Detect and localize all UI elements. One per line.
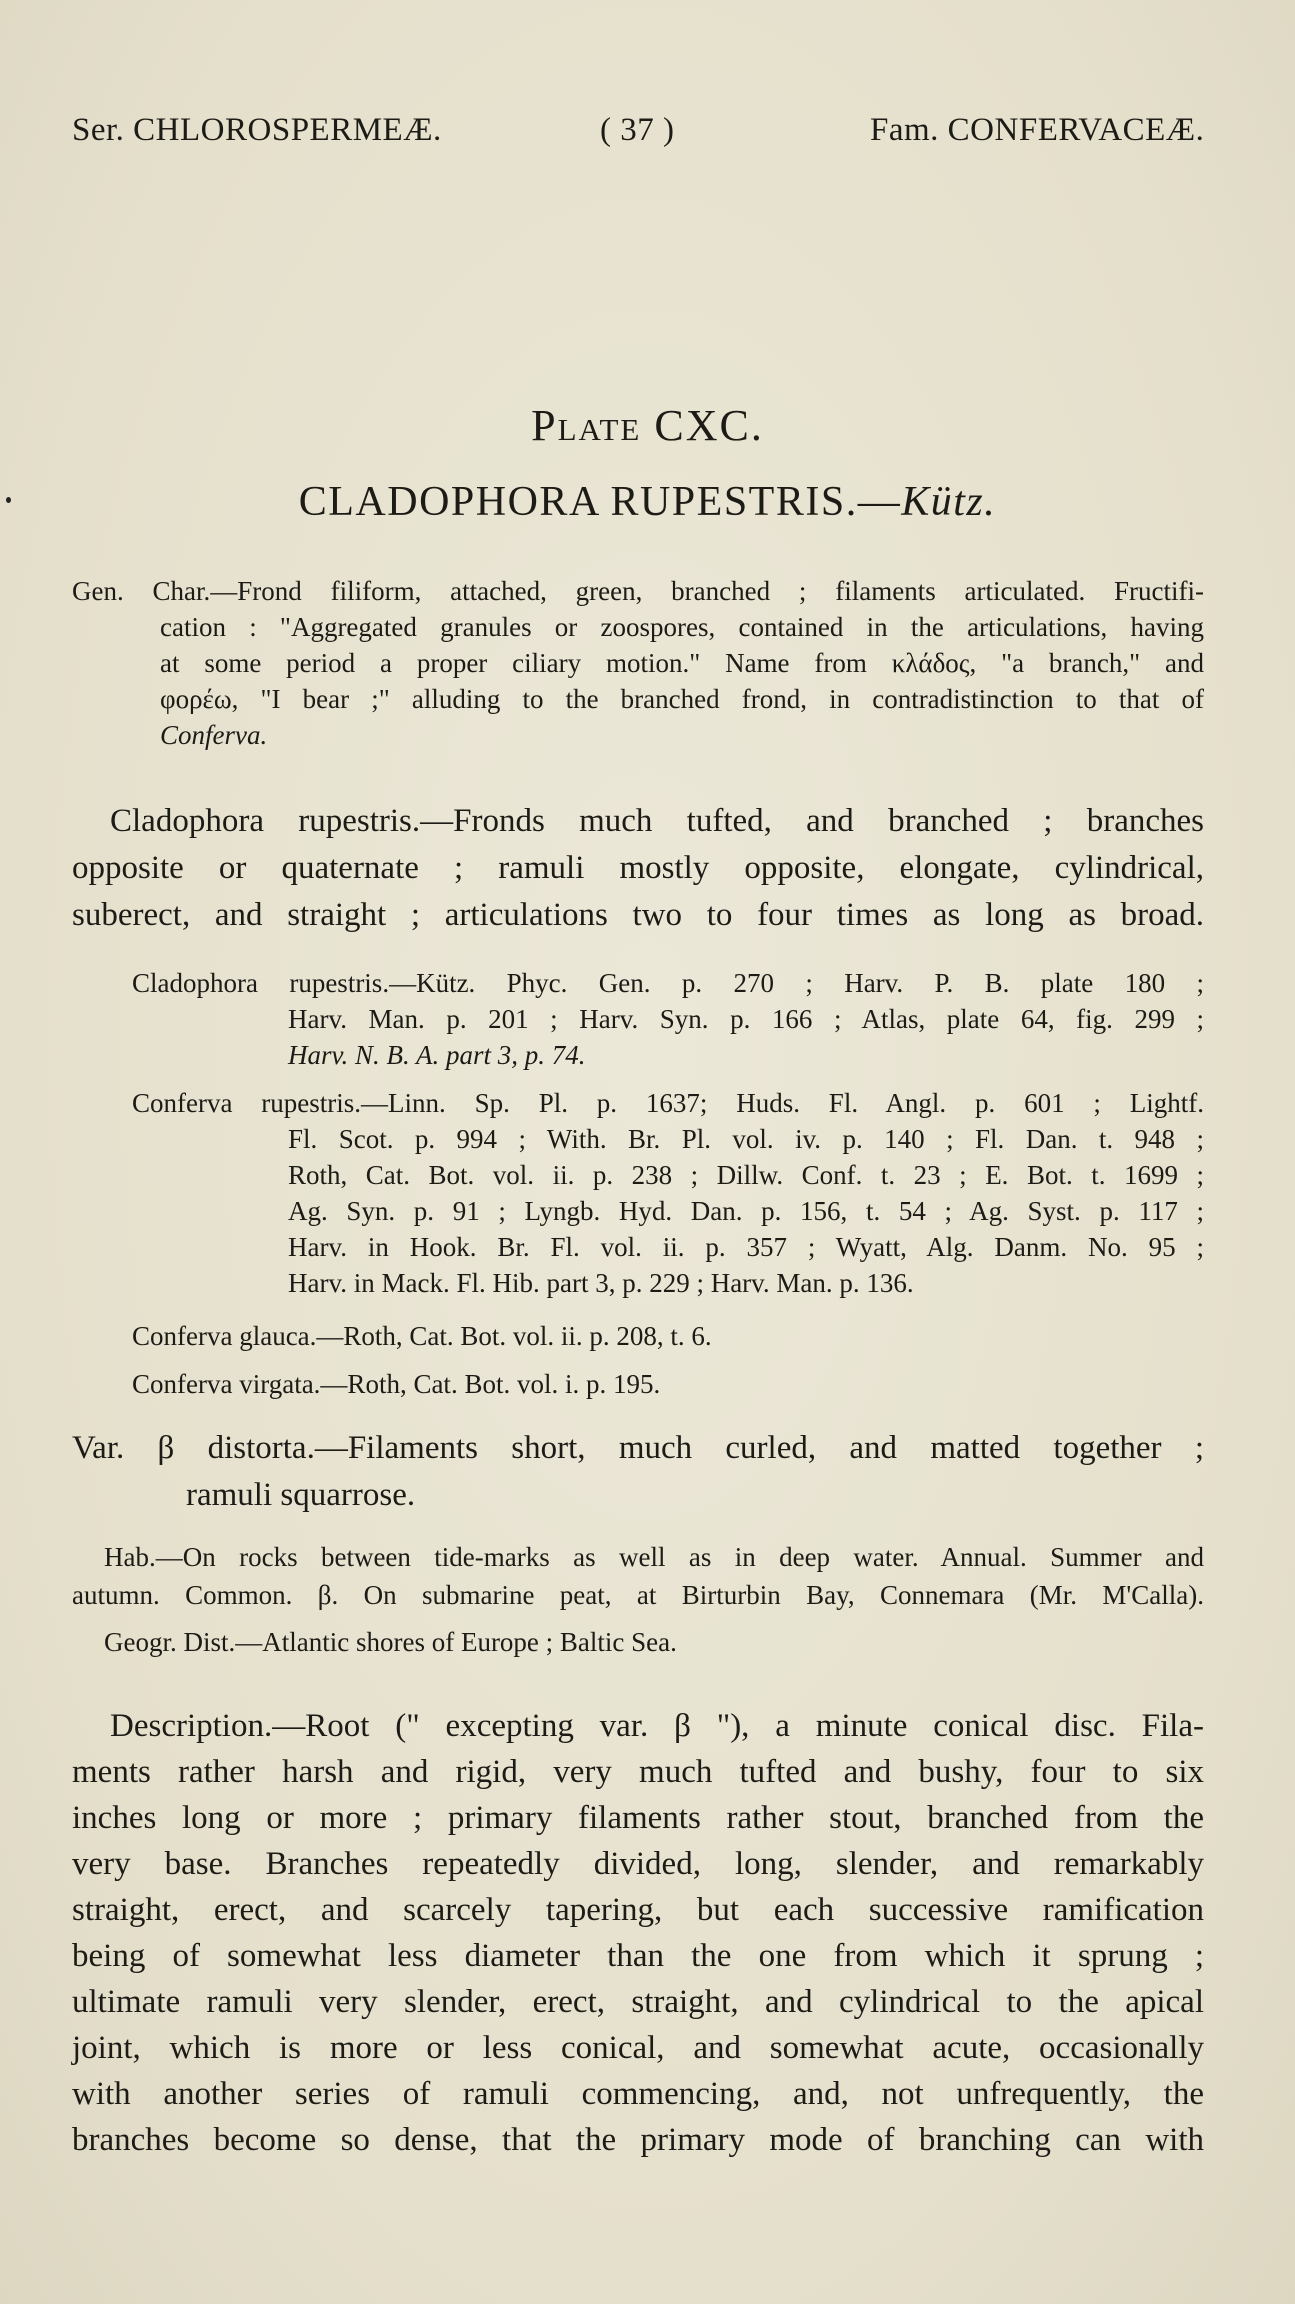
running-header-left: Ser. CHLOROSPERMEÆ.	[72, 112, 442, 148]
description-line: very base. Branches repeatedly divided, long, slender, and remarkably	[72, 1846, 1204, 1882]
synonym-line: Cladophora rupestris.—Kütz. Phyc. Gen. p. 270 ; Harv. P. B. plate 180 ;	[132, 968, 1204, 998]
description-line: being of somewhat less diameter than the one from which it sprung ;	[72, 1938, 1204, 1974]
synonym-line: Roth, Cat. Bot. vol. ii. p. 238 ; Dillw. Conf. t. 23 ; E. Bot. t. 1699 ;	[288, 1160, 1204, 1190]
synonym-line: Conferva glauca.—Roth, Cat. Bot. vol. ii. p. 208, t. 6.	[132, 1321, 712, 1351]
synonym-line: Conferva virgata.—Roth, Cat. Bot. vol. i. p. 195.	[132, 1369, 661, 1399]
synonym-line: Harv. N. B. A. part 3, p. 74.	[288, 1040, 586, 1070]
description-line: with another series of ramuli commencing, and, not unfrequently, the	[72, 2076, 1204, 2112]
synonym-line: Harv. Man. p. 201 ; Harv. Syn. p. 166 ; Atlas, plate 64, fig. 299 ;	[288, 1004, 1204, 1034]
habitat-line: Hab.—On rocks between tide-marks as well as in deep water. Annual. Summer and	[104, 1542, 1204, 1572]
description-line: ments rather harsh and rigid, very much tufted and bushy, four to six	[72, 1754, 1204, 1790]
synonym-line: Harv. in Hook. Br. Fl. vol. ii. p. 357 ; Wyatt, Alg. Danm. No. 95 ;	[288, 1232, 1204, 1262]
species-author: Kütz.	[901, 479, 997, 525]
description-line: Description.—Root (" excepting var. β "), a minute conical disc. Fila-	[110, 1708, 1204, 1744]
description-line: ultimate ramuli very slender, erect, straight, and cylindrical to the apical	[72, 1984, 1204, 2020]
gen-char-line: cation : "Aggregated granules or zoospores, contained in the articulations, having	[160, 612, 1204, 642]
diagnosis-line: opposite or quaternate ; ramuli mostly opposite, elongate, cylindrical,	[72, 850, 1204, 886]
diagnosis-line: Cladophora rupestris.—Fronds much tufted, and branched ; branches	[110, 803, 1204, 839]
description-line: branches become so dense, that the primary mode of branching can with	[72, 2122, 1204, 2158]
gen-char-line: Conferva.	[160, 720, 268, 750]
diagnosis-line: suberect, and straight ; articulations two to four times as long as broad.	[72, 897, 1204, 933]
geographic-distribution: Geogr. Dist.—Atlantic shores of Europe ; Baltic Sea.	[104, 1627, 677, 1657]
synonym-line: Ag. Syn. p. 91 ; Lyngb. Hyd. Dan. p. 156, t. 54 ; Ag. Syst. p. 117 ;	[288, 1196, 1204, 1226]
description-line: joint, which is more or less conical, and somewhat acute, occasionally	[72, 2030, 1204, 2066]
gen-char-line: φορέω, "I bear ;" alluding to the branched frond, in contradistinction to that of	[160, 684, 1204, 714]
gen-char-line: Gen. Char.—Frond filiform, attached, green, branched ; filaments articulated. Fructifi-	[72, 576, 1204, 606]
synonym-line: Conferva rupestris.—Linn. Sp. Pl. p. 1637; Huds. Fl. Angl. p. 601 ; Lightf.	[132, 1088, 1204, 1118]
variety-line: Var. β distorta.—Filaments short, much curled, and matted together ;	[72, 1430, 1204, 1466]
running-header-right: Fam. CONFERVACEÆ.	[870, 112, 1205, 148]
variety-line: ramuli squarrose.	[186, 1477, 416, 1513]
habitat-line: autumn. Common. β. On submarine peat, at Birturbin Bay, Connemara (Mr. M'Calla).	[72, 1580, 1204, 1610]
synonym-line: Fl. Scot. p. 994 ; With. Br. Pl. vol. iv. p. 140 ; Fl. Dan. t. 948 ;	[288, 1124, 1204, 1154]
description-line: straight, erect, and scarcely tapering, but each successive ramification	[72, 1892, 1204, 1928]
description-line: inches long or more ; primary filaments rather stout, branched from the	[72, 1800, 1204, 1836]
gen-char-line: at some period a proper ciliary motion." Name from κλάδος, "a branch," and	[160, 648, 1204, 678]
page-number: ( 37 )	[600, 112, 675, 148]
species-name: CLADOPHORA RUPESTRIS.—	[298, 479, 902, 525]
species-title	[0, 478, 1295, 526]
plate-title: Plate CXC.	[531, 401, 764, 450]
synonym-line: Harv. in Mack. Fl. Hib. part 3, p. 229 ; Harv. Man. p. 136.	[288, 1268, 914, 1298]
